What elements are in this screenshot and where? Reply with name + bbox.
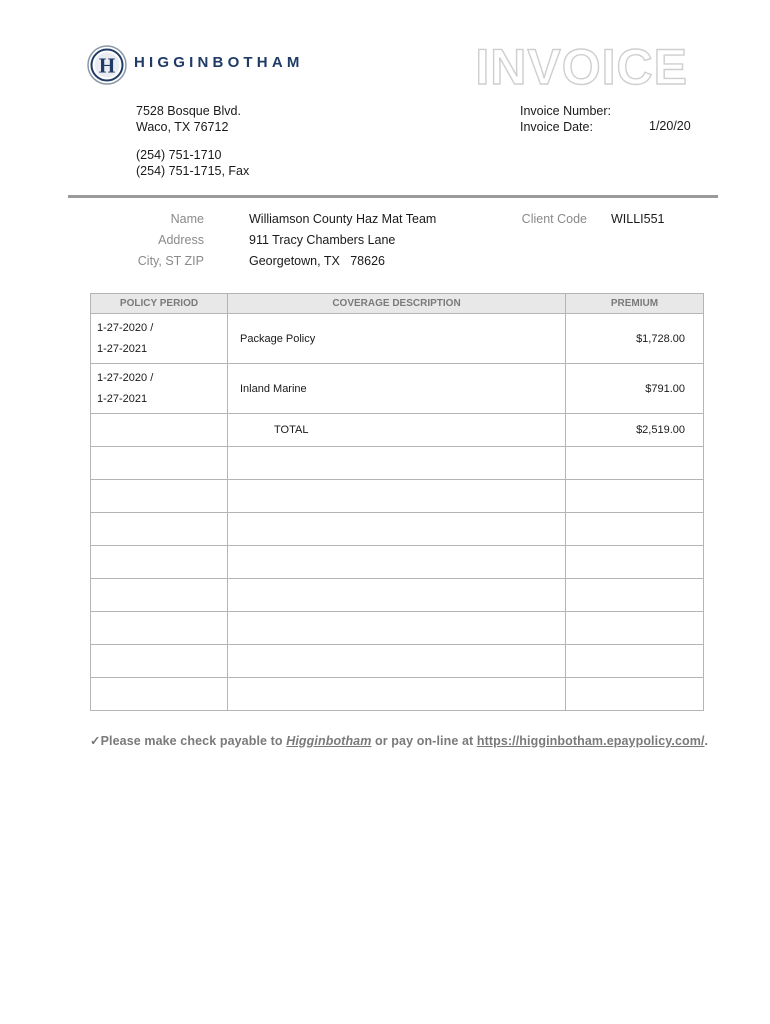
empty-cell <box>91 414 228 447</box>
empty-cell <box>91 645 228 678</box>
empty-row <box>91 612 704 645</box>
premium-cell: $791.00 <box>566 364 704 414</box>
checkmark-icon: ✓ <box>90 734 101 748</box>
empty-cell <box>228 546 566 579</box>
period-end: 1-27-2021 <box>97 342 148 355</box>
empty-cell <box>228 612 566 645</box>
company-name: HIGGINBOTHAM <box>134 54 304 71</box>
payment-url-link[interactable]: https://higginbotham.epaypolicy.com/ <box>476 734 705 748</box>
column-header-policy-period: POLICY PERIOD <box>91 294 228 314</box>
period-start: 1-27-2020 / <box>97 371 154 384</box>
client-name-label: Name <box>170 212 204 226</box>
table-row <box>91 314 704 364</box>
empty-row <box>91 546 704 579</box>
payee-name: Higginbotham <box>286 734 372 748</box>
empty-cell <box>91 612 228 645</box>
total-label: TOTAL <box>228 414 566 447</box>
client-city: Georgetown, TX 78626 <box>249 254 385 268</box>
empty-row <box>91 447 704 480</box>
policy-period-cell <box>91 364 228 414</box>
empty-cell <box>566 579 704 612</box>
empty-cell <box>91 513 228 546</box>
total-value: $2,519.00 <box>566 414 704 447</box>
invoice-date-label: Invoice Date: <box>520 120 593 134</box>
client-city-label: City, ST ZIP <box>137 254 204 268</box>
page-title: INVOICE <box>475 39 688 95</box>
empty-cell <box>566 513 704 546</box>
company-fax: (254) 751-1715, Fax <box>136 164 250 178</box>
header-divider <box>68 195 718 198</box>
empty-row <box>91 579 704 612</box>
invoice-meta-labels <box>520 103 611 135</box>
payment-note-text: Please make check payable to <box>100 734 287 748</box>
client-code: WILLI551 <box>611 212 665 226</box>
payment-note <box>90 733 708 748</box>
empty-cell <box>566 546 704 579</box>
company-street: 7528 Bosque Blvd. <box>136 104 241 118</box>
empty-cell <box>566 612 704 645</box>
empty-cell <box>566 645 704 678</box>
table-row <box>91 364 704 414</box>
empty-cell <box>228 645 566 678</box>
client-code-label: Client Code <box>521 212 587 226</box>
company-phones <box>136 147 249 179</box>
column-header-premium: PREMIUM <box>566 294 704 314</box>
client-address: 911 Tracy Chambers Lane <box>249 233 396 247</box>
period-end: 1-27-2021 <box>97 392 148 405</box>
client-address-label: Address <box>158 233 204 247</box>
logo-letter: H <box>98 53 116 78</box>
premium-cell: $1,728.00 <box>566 314 704 364</box>
empty-row <box>91 513 704 546</box>
empty-row <box>91 480 704 513</box>
payment-note-text-2: or pay on-line at <box>371 734 477 748</box>
empty-cell <box>91 678 228 711</box>
payment-note-end: . <box>704 734 709 748</box>
company-logo-mark <box>87 45 127 85</box>
logo-emblem-icon <box>87 45 127 85</box>
empty-cell <box>91 546 228 579</box>
empty-row <box>91 645 704 678</box>
empty-cell <box>228 579 566 612</box>
coverage-description-cell: Package Policy <box>228 314 566 364</box>
invoice-table <box>90 293 704 711</box>
table-header-row <box>91 294 704 314</box>
empty-cell <box>566 447 704 480</box>
company-phone: (254) 751-1710 <box>136 148 222 162</box>
company-address <box>136 103 241 135</box>
company-city: Waco, TX 76712 <box>136 120 229 134</box>
invoice-number-label: Invoice Number: <box>520 104 612 118</box>
empty-cell <box>91 447 228 480</box>
empty-cell <box>228 480 566 513</box>
empty-cell <box>228 447 566 480</box>
empty-cell <box>566 678 704 711</box>
coverage-description-cell: Inland Marine <box>228 364 566 414</box>
empty-cell <box>566 480 704 513</box>
period-start: 1-27-2020 / <box>97 321 154 334</box>
column-header-coverage-description: COVERAGE DESCRIPTION <box>228 294 566 314</box>
empty-cell <box>228 513 566 546</box>
total-row <box>91 414 704 447</box>
empty-row <box>91 678 704 711</box>
empty-cell <box>228 678 566 711</box>
policy-period-cell <box>91 314 228 364</box>
empty-cell <box>91 480 228 513</box>
invoice-date-value: 1/20/20 <box>649 119 691 133</box>
client-name: Williamson County Haz Mat Team <box>249 212 437 226</box>
empty-cell <box>91 579 228 612</box>
